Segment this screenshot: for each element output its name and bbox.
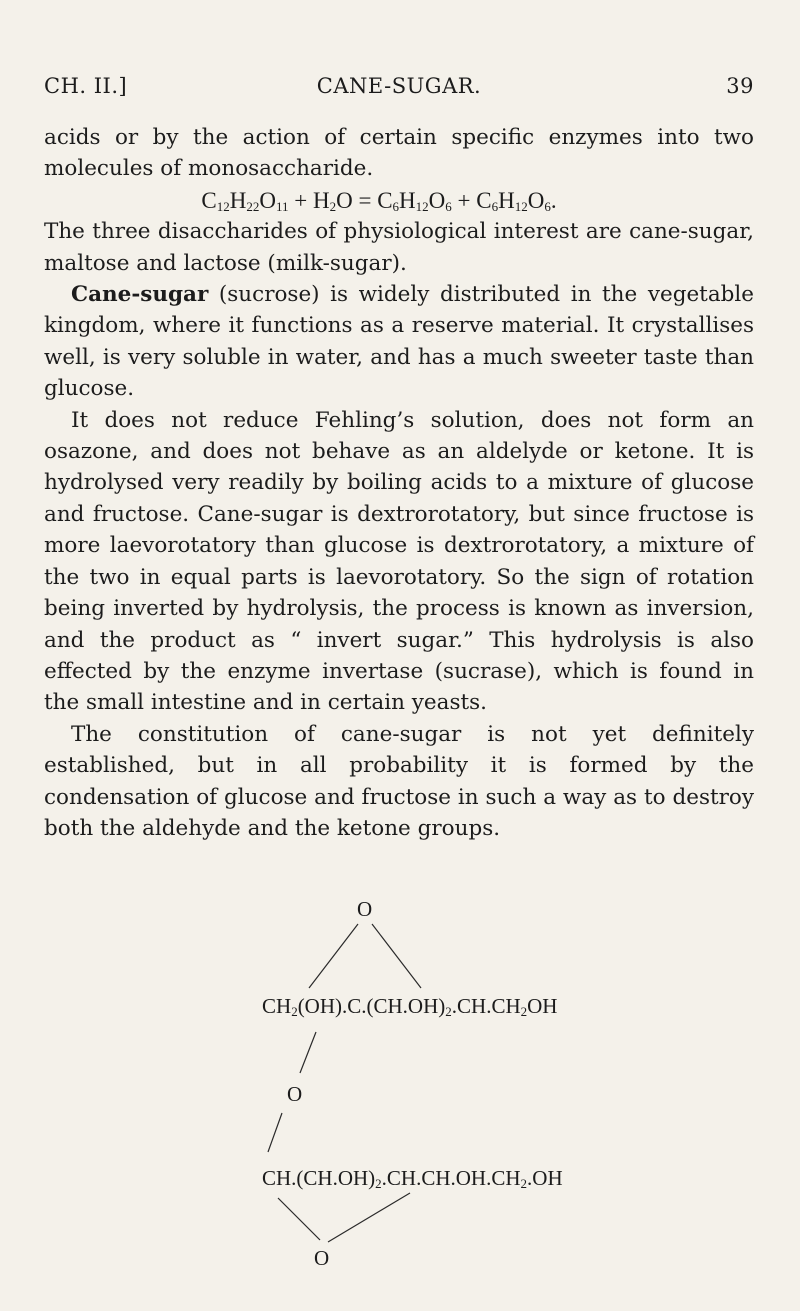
paragraph-constitution: The constitution of cane-sugar is not yet definitely established, but in all probability it is formed by the condensation of glucose and fructose in such a way as to destroy both the aldehyde and the ketone groups. <box>44 721 754 841</box>
bond-line <box>372 924 421 988</box>
hydrolysis-equation: $C_{12}H_{22}O_{11} + H_2O = C_6H_{12}O_6 + C_6H_{12}O_6$. <box>201 187 557 214</box>
formula-glucose-chain: $CH.(CH.OH)_2.CH.CH.OH.CH_2.OH$ <box>262 1166 563 1191</box>
bond-line <box>300 1032 316 1073</box>
formula-fructose-chain: $CH_2(OH).C.(CH.OH)_2.CH.CH_2OH$ <box>262 994 558 1019</box>
formula-bottom-oxygen: O <box>314 1246 330 1270</box>
paragraph-cane-sugar: Cane-sugar (sucrose) is widely distributed in the vegetable kingdom, where it functions as a reserve material. It crystallises well, is very soluble in water, and has a much sweeter taste than glucose. <box>44 282 754 402</box>
formula-bridge-oxygen: O <box>287 1082 303 1106</box>
chapter-label: CH. II.] <box>44 74 128 98</box>
paragraph-disaccharides: The three disaccharides of physiological interest are cane-sugar, maltose and lactose (milk-sugar). <box>44 219 754 276</box>
paragraph-properties: It does not reduce Fehling’s solution, does not form an osazone, and does not behave as an aldelyde or ketone. It is hydrolysed very readily by boiling acids to a mixture of glucose and fructose. Cane-sugar is dextrorotatory, but since fructose is more laevorotatory than glucose is dextrorotatory, a mixture of the two in equal parts is laevorotatory. So the sign of rotation being inverted by hydrolysis, the process is known as inversion, and the product as “ invert sugar.” This hydrolysis is also effected by the enzyme invertase (sucrase), which is found in the small intestine and in certain yeasts. <box>44 407 754 716</box>
paragraph-continuation: acids or by the action of certain specific enzymes into two molecules of monosaccharide. <box>44 125 754 182</box>
bond-line <box>278 1198 320 1240</box>
formula-ring-oxygen: O <box>357 897 373 921</box>
bond-line <box>268 1113 282 1152</box>
term-cane-sugar: Cane-sugar <box>71 282 209 308</box>
running-title: CANE-SUGAR. <box>316 74 482 98</box>
bond-line <box>328 1193 410 1242</box>
page-number: 39 <box>726 74 754 98</box>
bond-line <box>309 924 358 988</box>
